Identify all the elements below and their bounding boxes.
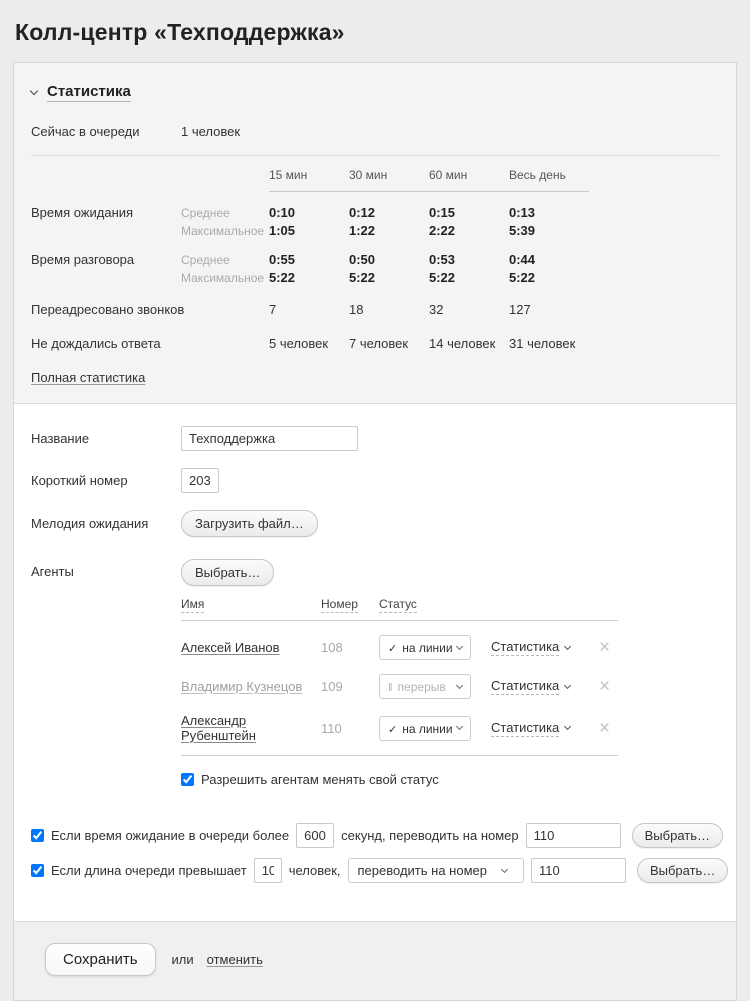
chevron-down-icon bbox=[501, 865, 508, 872]
wait-forward-number-input[interactable] bbox=[526, 823, 621, 848]
wait-avg-30: 0:12 bbox=[349, 205, 376, 220]
agent-status-value: на линии bbox=[402, 721, 453, 736]
remove-agent-icon[interactable]: × bbox=[598, 676, 611, 697]
unanswered-30: 7 человек bbox=[349, 336, 409, 351]
agent-number: 109 bbox=[321, 679, 343, 694]
settings-form bbox=[14, 404, 736, 921]
unanswered-60: 14 человек bbox=[429, 336, 496, 351]
col-allday: Весь день bbox=[509, 168, 589, 192]
wait-condition-checkbox[interactable] bbox=[31, 829, 44, 842]
wait-time-group bbox=[31, 204, 719, 240]
talk-avg-60: 0:53 bbox=[429, 252, 456, 267]
agent-statistics-label: Статистика bbox=[491, 639, 560, 654]
col-60min: 60 мин bbox=[429, 168, 509, 192]
statistics-section bbox=[14, 63, 736, 404]
agent-name-link[interactable]: Алексей Иванов bbox=[181, 640, 280, 655]
agents-label: Агенты bbox=[31, 564, 74, 579]
max-label: Максимальное bbox=[181, 271, 265, 285]
queue-now-row bbox=[31, 124, 719, 139]
agent-statistics-menu[interactable] bbox=[491, 720, 591, 737]
or-text: или bbox=[171, 952, 194, 967]
chevron-down-icon bbox=[564, 642, 571, 649]
agent-number: 108 bbox=[321, 640, 343, 655]
statistics-title[interactable]: Статистика bbox=[47, 83, 131, 100]
length-action-select[interactable] bbox=[348, 858, 524, 883]
form-footer bbox=[14, 921, 736, 1000]
chevron-down-icon bbox=[456, 723, 463, 730]
unanswered-15: 5 человек bbox=[269, 336, 329, 351]
agent-status-select[interactable] bbox=[379, 716, 471, 741]
wait-max-60: 2:22 bbox=[429, 223, 456, 238]
agents-table bbox=[181, 596, 618, 756]
chevron-down-icon bbox=[456, 681, 463, 688]
agent-status-value: на линии bbox=[402, 641, 453, 655]
length-condition-prefix: Если длина очереди превышает bbox=[51, 863, 247, 878]
agent-status-select[interactable] bbox=[379, 674, 471, 699]
name-input[interactable] bbox=[181, 426, 358, 451]
chevron-down-icon bbox=[30, 87, 38, 95]
agents-col-number[interactable]: Номер bbox=[321, 597, 358, 611]
talk-avg-day: 0:44 bbox=[509, 252, 536, 267]
length-count-input[interactable] bbox=[254, 858, 282, 883]
avg-label: Среднее bbox=[181, 253, 230, 267]
talk-max-day: 5:22 bbox=[509, 270, 536, 285]
length-condition-middle: человек, bbox=[288, 863, 341, 878]
max-label: Максимальное bbox=[181, 224, 265, 238]
unanswered-day: 31 человек bbox=[509, 336, 576, 351]
wait-choose-number-button[interactable]: Выбрать… bbox=[632, 823, 723, 848]
agent-row bbox=[181, 713, 618, 743]
talk-max-30: 5:22 bbox=[349, 270, 376, 285]
avg-label: Среднее bbox=[181, 206, 230, 220]
agents-col-name[interactable]: Имя bbox=[181, 597, 205, 611]
talk-avg-15: 0:55 bbox=[269, 252, 296, 267]
wait-max-30: 1:22 bbox=[349, 223, 376, 238]
agent-row bbox=[181, 635, 618, 660]
call-center-panel bbox=[13, 62, 737, 1001]
queue-now-value: 1 человек bbox=[181, 124, 241, 139]
talk-max-15: 5:22 bbox=[269, 270, 296, 285]
talk-avg-30: 0:50 bbox=[349, 252, 376, 267]
pause-icon: ‖ bbox=[388, 682, 393, 694]
redirected-60: 32 bbox=[429, 302, 444, 317]
wait-condition-prefix: Если время ожидание в очереди более bbox=[51, 828, 290, 843]
col-15min: 15 мин bbox=[269, 168, 349, 192]
wait-condition-middle: секунд, переводить на номер bbox=[341, 828, 519, 843]
wait-seconds-input[interactable] bbox=[296, 823, 334, 848]
agent-statistics-label: Статистика bbox=[491, 719, 560, 735]
agent-number: 110 bbox=[321, 720, 342, 736]
col-30min: 30 мин bbox=[349, 168, 429, 192]
melody-label: Мелодия ожидания bbox=[31, 516, 149, 531]
length-choose-number-button[interactable]: Выбрать… bbox=[637, 858, 728, 883]
chevron-down-icon bbox=[456, 642, 463, 649]
allow-status-checkbox[interactable] bbox=[181, 773, 194, 786]
length-condition-row bbox=[31, 858, 719, 883]
wait-condition-row bbox=[31, 823, 719, 848]
agent-name-link[interactable]: Владимир Кузнецов bbox=[181, 679, 303, 694]
redirected-30: 18 bbox=[349, 302, 364, 317]
redirected-label: Переадресовано звонков bbox=[31, 302, 185, 317]
full-statistics-link[interactable]: Полная статистика bbox=[31, 370, 146, 385]
talk-time-label: Время разговора bbox=[31, 252, 135, 267]
remove-agent-icon[interactable]: × bbox=[598, 717, 611, 739]
upload-file-button[interactable]: Загрузить файл… bbox=[181, 510, 318, 537]
wait-avg-60: 0:15 bbox=[429, 205, 456, 220]
conditions-block bbox=[31, 823, 719, 883]
cancel-link[interactable]: отменить bbox=[206, 952, 263, 967]
wait-avg-day: 0:13 bbox=[509, 205, 536, 220]
agent-name-link[interactable]: Александр Рубенштейн bbox=[181, 713, 256, 743]
unanswered-row bbox=[31, 332, 719, 356]
agent-status-select[interactable] bbox=[379, 635, 471, 660]
check-icon: ✓ bbox=[388, 723, 398, 736]
queue-now-label: Сейчас в очереди bbox=[31, 124, 140, 139]
choose-agents-button[interactable]: Выбрать… bbox=[181, 559, 274, 586]
talk-max-60: 5:22 bbox=[429, 270, 456, 285]
wait-time-label: Время ожидания bbox=[31, 205, 134, 220]
length-forward-number-input[interactable] bbox=[531, 858, 626, 883]
stats-table-header bbox=[31, 156, 719, 192]
save-button[interactable]: Сохранить bbox=[45, 943, 156, 976]
redirected-row bbox=[31, 298, 719, 322]
redirected-day: 127 bbox=[509, 302, 531, 317]
chevron-down-icon bbox=[564, 681, 571, 688]
statistics-toggle[interactable] bbox=[31, 83, 719, 102]
agent-statistics-menu[interactable] bbox=[491, 678, 591, 695]
short-number-label: Короткий номер bbox=[31, 473, 128, 488]
agents-table-header bbox=[181, 596, 618, 621]
short-number-input[interactable] bbox=[181, 468, 219, 493]
agent-statistics-label: Статистика bbox=[491, 678, 560, 693]
wait-max-15: 1:05 bbox=[269, 223, 296, 238]
unanswered-label: Не дождались ответа bbox=[31, 336, 161, 351]
agent-row bbox=[181, 674, 618, 699]
agents-col-status[interactable]: Статус bbox=[379, 597, 417, 611]
length-action-value: переводить на номер bbox=[357, 863, 487, 878]
remove-agent-icon[interactable]: × bbox=[598, 637, 611, 658]
agent-status-value: перерыв bbox=[397, 680, 446, 694]
redirected-15: 7 bbox=[269, 302, 277, 317]
agent-statistics-menu[interactable] bbox=[491, 639, 591, 656]
talk-time-group bbox=[31, 251, 719, 287]
wait-avg-15: 0:10 bbox=[269, 205, 296, 220]
name-label: Название bbox=[31, 431, 90, 446]
wait-max-day: 5:39 bbox=[509, 223, 536, 238]
length-condition-checkbox[interactable] bbox=[31, 864, 44, 877]
check-icon: ✓ bbox=[388, 643, 398, 655]
allow-status-label: Разрешить агентам менять свой статус bbox=[201, 772, 439, 787]
chevron-down-icon bbox=[564, 723, 571, 730]
page-title: Колл-центр «Техподдержка» bbox=[15, 19, 345, 45]
